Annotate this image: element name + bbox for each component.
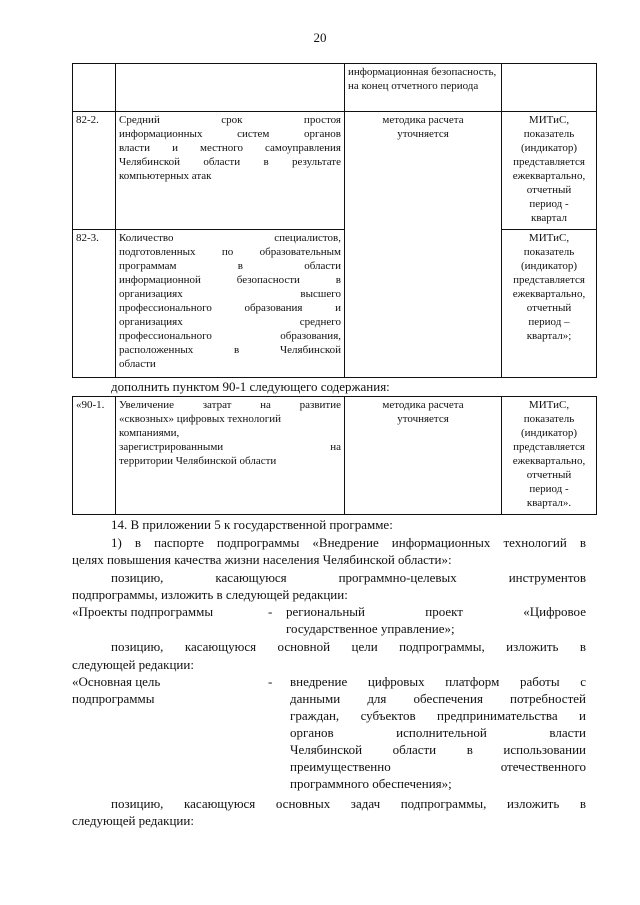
goal-label-line2: подпрограммы [72,691,155,706]
position2-line2: следующей редакции: [72,657,194,672]
goal-value-line: Челябинской области в использовании [290,742,586,757]
table-cell-method: информационная безопасность, на конец отчетного периода [345,64,502,112]
position2-line1: позицию, касающуюся основной цели подпрограммы, изложить в [111,639,586,654]
page-number: 20 [313,30,327,45]
position1-line1: позицию, касающуюся программно-целевых инструментов [111,570,586,585]
goal-value-line: органов исполнительной власти [290,725,586,740]
row-name: Увеличение затрат на развитие «сквозных» цифровых технологий компаниями, зарегистрированными на территории Челябинской области [116,397,345,515]
row-responsible: МИТиС, показатель (индикатор) представляется ежеквартально, отчетный период - квартал». [502,397,597,515]
table-row [73,112,597,230]
projects-dash: - [268,604,273,619]
goal-value-line: внедрение цифровых платформ работы с [290,674,586,689]
position1-line2: подпрограммы, изложить в следующей редакции: [72,587,348,602]
indicators-table-addition [72,396,597,515]
table-cell-resp [502,64,597,112]
row-responsible: МИТиС, показатель (индикатор) представляется ежеквартально, отчетный период – квартал»; [502,230,597,378]
table-row [73,64,597,112]
supplement-line: дополнить пунктом 90-1 следующего содержания: [111,379,390,394]
projects-value-line1: региональный проект «Цифровое [286,604,586,619]
row-number: 82-3. [73,230,116,378]
position3-line1: позицию, касающуюся основных задач подпрограммы, изложить в [111,796,586,811]
goal-value-line: программного обеспечения»; [290,776,452,791]
goal-value-line: граждан, субъектов предпринимательства и [290,708,586,723]
goal-value-line: преимущественно отечественного [290,759,586,774]
row-number: 82-2. [73,112,116,230]
projects-value-line2: государственное управление»; [286,621,455,636]
goal-value-line: данными для обеспечения потребностей [290,691,586,706]
goal-label-line1: «Основная цель [72,674,161,689]
goal-dash: - [268,674,273,689]
table-cell-num [73,64,116,112]
paragraph-1-line2: целях повышения качества жизни населения Челябинской области»: [72,552,452,567]
table-cell-name [116,64,345,112]
row-method: методика расчета уточняется [345,397,502,515]
paragraph-1-line1: 1) в паспорте подпрограммы «Внедрение информационных технологий в [111,535,586,550]
table-row [73,397,597,515]
projects-label: «Проекты подпрограммы [72,604,214,619]
paragraph-14: 14. В приложении 5 к государственной программе: [111,517,393,532]
row-responsible: МИТиС, показатель (индикатор) представляется ежеквартально, отчетный период - квартал [502,112,597,230]
row-name: Количество специалистов, подготовленных по образовательным программам в области информационной безопасности в организациях высшего профессионального образования и организациях среднего профессионального образования, расположенных в Челябинской области [116,230,345,378]
indicators-table [72,63,597,378]
row-method: методика расчета уточняется [345,112,502,378]
row-name: Средний срок простоя информационных систем органов власти и местного самоуправления Челябинской области в результате компьютерных атак [116,112,345,230]
table-row [73,230,597,378]
row-number: «90-1. [73,397,116,515]
position3-line2: следующей редакции: [72,813,194,828]
